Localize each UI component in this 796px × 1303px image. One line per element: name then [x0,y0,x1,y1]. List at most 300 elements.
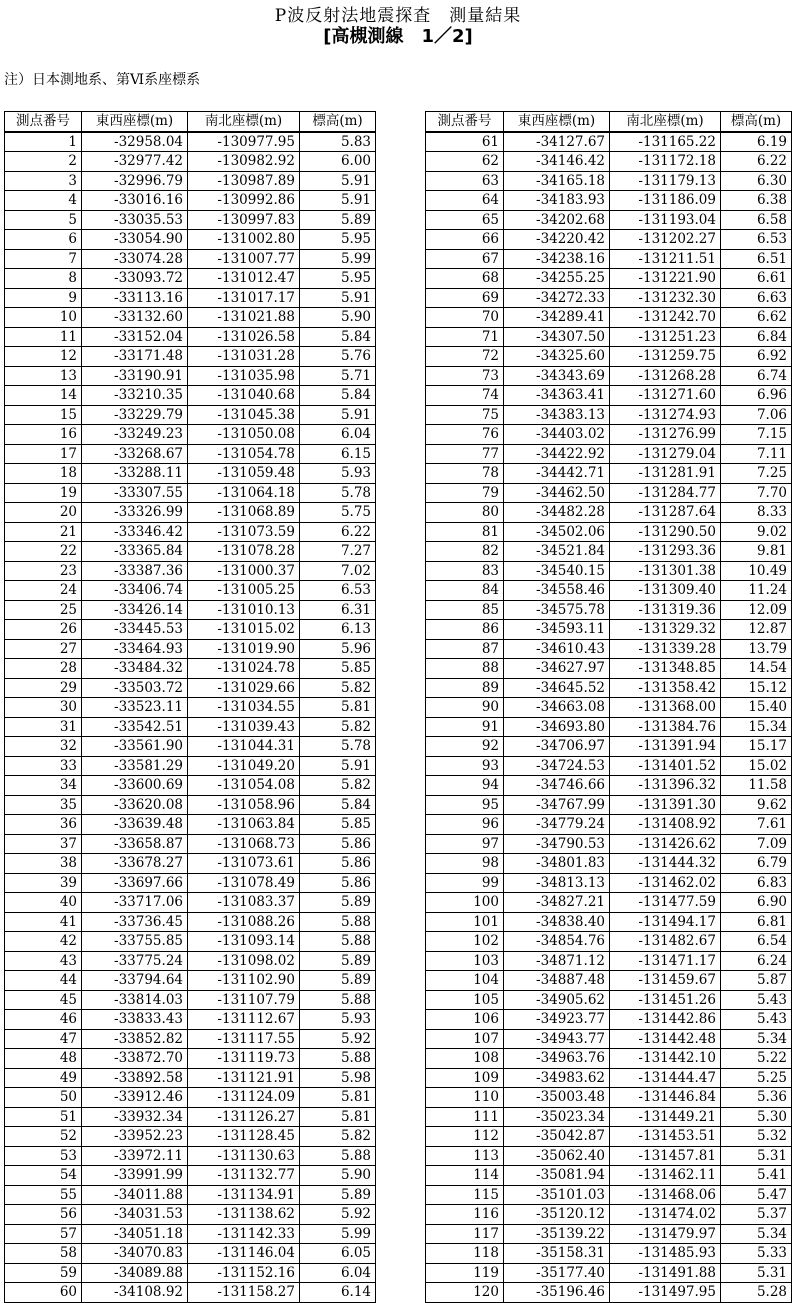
table-row [426,932,792,952]
east-west-cell: -34462.50 [504,483,610,503]
table-row [5,483,376,503]
station-number-cell: 55 [5,1185,82,1205]
elevation-cell: 6.14 [300,1283,376,1303]
north-south-cell: -131040.68 [188,386,300,406]
station-number-cell: 32 [5,737,82,757]
table-row [426,1146,792,1166]
east-west-cell: -33932.34 [82,1107,188,1127]
elevation-cell: 6.15 [300,444,376,464]
elevation-cell: 6.79 [721,854,792,874]
north-south-cell: -131128.45 [188,1127,300,1147]
east-west-cell: -32958.04 [82,132,188,152]
north-south-cell: -131054.78 [188,444,300,464]
station-number-cell: 100 [426,893,504,913]
station-number-cell: 91 [426,717,504,737]
table-row [426,327,792,347]
elevation-cell: 7.70 [721,483,792,503]
north-south-cell: -131319.36 [610,600,721,620]
east-west-cell: -35023.34 [504,1107,610,1127]
north-south-cell: -131078.49 [188,873,300,893]
elevation-cell: 5.88 [300,990,376,1010]
north-south-cell: -131279.04 [610,444,721,464]
north-south-cell: -131146.04 [188,1244,300,1264]
east-west-cell: -34627.97 [504,659,610,679]
east-west-cell: -34801.83 [504,854,610,874]
station-number-cell: 69 [426,288,504,308]
elevation-cell: 5.36 [721,1088,792,1108]
north-south-cell: -131309.40 [610,581,721,601]
elevation-cell: 5.89 [300,1185,376,1205]
station-number-cell: 21 [5,522,82,542]
station-number-cell: 73 [426,366,504,386]
elevation-cell: 7.25 [721,464,792,484]
table-row [5,1205,376,1225]
station-number-cell: 65 [426,210,504,230]
north-south-cell: -130997.83 [188,210,300,230]
table-row [5,1029,376,1049]
table-row [426,1224,792,1244]
north-south-cell: -131384.76 [610,717,721,737]
table-row [426,503,792,523]
elevation-cell: 5.43 [721,1010,792,1030]
table-row [5,1146,376,1166]
north-south-cell: -131029.66 [188,678,300,698]
north-south-cell: -131485.93 [610,1244,721,1264]
east-west-cell: -33132.60 [82,308,188,328]
table-row [5,620,376,640]
elevation-cell: 5.89 [300,210,376,230]
survey-table-right [425,111,792,1303]
north-south-cell: -131119.73 [188,1049,300,1069]
table-row [426,171,792,191]
station-number-cell: 74 [426,386,504,406]
east-west-cell: -34663.08 [504,698,610,718]
north-south-cell: -131453.51 [610,1127,721,1147]
station-number-cell: 88 [426,659,504,679]
table-row [5,405,376,425]
station-number-cell: 45 [5,990,82,1010]
elevation-cell: 5.86 [300,873,376,893]
elevation-cell: 5.91 [300,405,376,425]
north-south-cell: -131124.09 [188,1088,300,1108]
station-number-cell: 68 [426,269,504,289]
station-number-cell: 48 [5,1049,82,1069]
station-number-cell: 70 [426,308,504,328]
elevation-cell: 5.99 [300,249,376,269]
north-south-cell: -131017.17 [188,288,300,308]
east-west-cell: -34827.21 [504,893,610,913]
east-west-cell: -33426.14 [82,600,188,620]
east-west-cell: -34593.11 [504,620,610,640]
table-row [5,327,376,347]
east-west-cell: -33503.72 [82,678,188,698]
east-west-cell: -34887.48 [504,971,610,991]
east-west-cell: -33190.91 [82,366,188,386]
north-south-cell: -131287.64 [610,503,721,523]
north-south-cell: -131339.28 [610,639,721,659]
east-west-cell: -34089.88 [82,1263,188,1283]
table-row [5,210,376,230]
north-south-cell: -131408.92 [610,815,721,835]
elevation-cell: 5.30 [721,1107,792,1127]
elevation-cell: 6.53 [721,230,792,250]
station-number-cell: 54 [5,1166,82,1186]
elevation-cell: 7.06 [721,405,792,425]
station-number-cell: 12 [5,347,82,367]
station-number-cell: 22 [5,542,82,562]
table-row [426,1185,792,1205]
table-row [426,269,792,289]
table-row [5,386,376,406]
line-subtitle: [高槻測線 1／2] [323,26,473,47]
table-row [426,1088,792,1108]
east-west-cell: -34442.71 [504,464,610,484]
east-west-cell: -34363.41 [504,386,610,406]
east-west-cell: -34343.69 [504,366,610,386]
north-south-cell: -131015.02 [188,620,300,640]
elevation-cell: 5.71 [300,366,376,386]
elevation-cell: 5.86 [300,834,376,854]
north-south-cell: -131442.10 [610,1049,721,1069]
north-south-cell: -131073.61 [188,854,300,874]
station-number-cell: 71 [426,327,504,347]
east-west-cell: -34070.83 [82,1244,188,1264]
elevation-cell: 6.54 [721,932,792,952]
table-row [426,795,792,815]
north-south-cell: -131290.50 [610,522,721,542]
table-row [426,210,792,230]
table-row [5,522,376,542]
north-south-cell: -131474.02 [610,1205,721,1225]
station-number-cell: 53 [5,1146,82,1166]
east-west-cell: -33697.66 [82,873,188,893]
east-west-cell: -34521.84 [504,542,610,562]
table-row [426,834,792,854]
page-title: P波反射法地震探査 測量結果 [274,6,522,26]
north-south-cell: -131462.02 [610,873,721,893]
north-south-cell: -131126.27 [188,1107,300,1127]
east-west-cell: -33872.70 [82,1049,188,1069]
north-south-cell: -131078.28 [188,542,300,562]
station-number-cell: 118 [426,1244,504,1264]
elevation-cell: 5.88 [300,1049,376,1069]
station-number-cell: 59 [5,1263,82,1283]
table-row [426,386,792,406]
north-south-cell: -131068.89 [188,503,300,523]
station-number-cell: 9 [5,288,82,308]
table-row [5,1068,376,1088]
elevation-cell: 6.83 [721,873,792,893]
elevation-cell: 5.86 [300,854,376,874]
north-south-cell: -131019.90 [188,639,300,659]
elevation-cell: 5.95 [300,230,376,250]
elevation-cell: 5.47 [721,1185,792,1205]
north-south-cell: -131045.38 [188,405,300,425]
elevation-cell: 6.58 [721,210,792,230]
table-row [426,737,792,757]
north-south-cell: -131165.22 [610,132,721,152]
east-west-cell: -34905.62 [504,990,610,1010]
table-row [5,132,376,152]
east-west-cell: -33833.43 [82,1010,188,1030]
station-number-cell: 81 [426,522,504,542]
station-number-cell: 111 [426,1107,504,1127]
table-row [426,1010,792,1030]
east-west-cell: -33736.45 [82,912,188,932]
east-west-cell: -33229.79 [82,405,188,425]
table-row [5,1244,376,1264]
header-north-south: 南北座標(m) [610,112,721,132]
elevation-cell: 5.81 [300,1088,376,1108]
elevation-cell: 6.51 [721,249,792,269]
east-west-cell: -33952.23 [82,1127,188,1147]
east-west-cell: -33346.42 [82,522,188,542]
table-row [426,249,792,269]
north-south-cell: -131259.75 [610,347,721,367]
table-row [5,698,376,718]
elevation-cell: 5.78 [300,483,376,503]
table-row [426,308,792,328]
table-row [426,639,792,659]
table-row [426,1244,792,1264]
elevation-cell: 5.82 [300,1127,376,1147]
north-south-cell: -131186.09 [610,191,721,211]
header-station-number: 測点番号 [5,112,82,132]
elevation-cell: 5.22 [721,1049,792,1069]
north-south-cell: -131012.47 [188,269,300,289]
east-west-cell: -33152.04 [82,327,188,347]
table-row [5,1049,376,1069]
station-number-cell: 26 [5,620,82,640]
elevation-cell: 5.83 [300,132,376,152]
elevation-cell: 6.38 [721,191,792,211]
east-west-cell: -34011.88 [82,1185,188,1205]
elevation-cell: 5.90 [300,308,376,328]
elevation-cell: 6.05 [300,1244,376,1264]
east-west-cell: -34146.42 [504,152,610,172]
table-row [426,347,792,367]
east-west-cell: -34238.16 [504,249,610,269]
east-west-cell: -34746.66 [504,776,610,796]
elevation-cell: 9.81 [721,542,792,562]
east-west-cell: -34871.12 [504,951,610,971]
north-south-cell: -131468.06 [610,1185,721,1205]
station-number-cell: 92 [426,737,504,757]
station-number-cell: 13 [5,366,82,386]
elevation-cell: 5.28 [721,1283,792,1303]
elevation-cell: 5.34 [721,1029,792,1049]
table-row [5,1263,376,1283]
elevation-cell: 8.33 [721,503,792,523]
north-south-cell: -131462.11 [610,1166,721,1186]
east-west-cell: -34558.46 [504,581,610,601]
east-west-cell: -33307.55 [82,483,188,503]
table-row [426,483,792,503]
station-number-cell: 8 [5,269,82,289]
table-row [5,795,376,815]
table-row [426,152,792,172]
table-row [426,815,792,835]
elevation-cell: 5.84 [300,795,376,815]
north-south-cell: -131083.37 [188,893,300,913]
station-number-cell: 43 [5,951,82,971]
east-west-cell: -33249.23 [82,425,188,445]
east-west-cell: -34127.67 [504,132,610,152]
table-row [426,581,792,601]
table-row [5,171,376,191]
station-number-cell: 39 [5,873,82,893]
north-south-cell: -131049.20 [188,756,300,776]
east-west-cell: -34289.41 [504,308,610,328]
north-south-cell: -131172.18 [610,152,721,172]
east-west-cell: -34220.42 [504,230,610,250]
east-west-cell: -33755.85 [82,932,188,952]
table-row [426,951,792,971]
east-west-cell: -35139.22 [504,1224,610,1244]
table-row [5,347,376,367]
station-number-cell: 16 [5,425,82,445]
east-west-cell: -35101.03 [504,1185,610,1205]
station-number-cell: 51 [5,1107,82,1127]
station-number-cell: 33 [5,756,82,776]
north-south-cell: -131193.04 [610,210,721,230]
table-row [426,971,792,991]
station-number-cell: 83 [426,561,504,581]
east-west-cell: -34502.06 [504,522,610,542]
east-west-cell: -33814.03 [82,990,188,1010]
east-west-cell: -34610.43 [504,639,610,659]
elevation-cell: 7.15 [721,425,792,445]
north-south-cell: -131073.59 [188,522,300,542]
station-number-cell: 84 [426,581,504,601]
north-south-cell: -131058.96 [188,795,300,815]
elevation-cell: 5.85 [300,815,376,835]
elevation-cell: 5.33 [721,1244,792,1264]
station-number-cell: 93 [426,756,504,776]
east-west-cell: -33658.87 [82,834,188,854]
table-row [426,698,792,718]
east-west-cell: -33794.64 [82,971,188,991]
table-row [426,1107,792,1127]
table-row [5,932,376,952]
table-row [5,230,376,250]
table-row [5,1283,376,1303]
east-west-cell: -33620.08 [82,795,188,815]
east-west-cell: -34108.92 [82,1283,188,1303]
north-south-cell: -131451.26 [610,990,721,1010]
station-number-cell: 1 [5,132,82,152]
elevation-cell: 15.34 [721,717,792,737]
table-row [5,873,376,893]
table-row [5,366,376,386]
table-row [426,288,792,308]
elevation-cell: 5.89 [300,893,376,913]
elevation-cell: 14.54 [721,659,792,679]
north-south-cell: -131179.13 [610,171,721,191]
north-south-cell: -130977.95 [188,132,300,152]
north-south-cell: -131211.51 [610,249,721,269]
elevation-cell: 6.13 [300,620,376,640]
elevation-cell: 6.90 [721,893,792,913]
north-south-cell: -131268.28 [610,366,721,386]
table-row [5,815,376,835]
north-south-cell: -131491.88 [610,1263,721,1283]
east-west-cell: -33406.74 [82,581,188,601]
station-number-cell: 116 [426,1205,504,1225]
station-number-cell: 24 [5,581,82,601]
east-west-cell: -34165.18 [504,171,610,191]
elevation-cell: 5.92 [300,1205,376,1225]
station-number-cell: 96 [426,815,504,835]
elevation-cell: 6.19 [721,132,792,152]
elevation-cell: 6.04 [300,425,376,445]
east-west-cell: -34724.53 [504,756,610,776]
elevation-cell: 5.91 [300,288,376,308]
north-south-cell: -131134.91 [188,1185,300,1205]
station-number-cell: 28 [5,659,82,679]
station-number-cell: 30 [5,698,82,718]
station-number-cell: 60 [5,1283,82,1303]
station-number-cell: 117 [426,1224,504,1244]
east-west-cell: -34693.80 [504,717,610,737]
north-south-cell: -131444.32 [610,854,721,874]
east-west-cell: -33326.99 [82,503,188,523]
north-south-cell: -131494.17 [610,912,721,932]
north-south-cell: -131442.48 [610,1029,721,1049]
north-south-cell: -131117.55 [188,1029,300,1049]
table-row [5,834,376,854]
north-south-cell: -131010.13 [188,600,300,620]
table-row [426,717,792,737]
north-south-cell: -131293.36 [610,542,721,562]
east-west-cell: -34183.93 [504,191,610,211]
east-west-cell: -35120.12 [504,1205,610,1225]
elevation-cell: 10.49 [721,561,792,581]
east-west-cell: -34482.28 [504,503,610,523]
station-number-cell: 110 [426,1088,504,1108]
east-west-cell: -34272.33 [504,288,610,308]
north-south-cell: -131044.31 [188,737,300,757]
east-west-cell: -33991.99 [82,1166,188,1186]
east-west-cell: -34031.53 [82,1205,188,1225]
station-number-cell: 42 [5,932,82,952]
east-west-cell: -33600.69 [82,776,188,796]
station-number-cell: 82 [426,542,504,562]
station-number-cell: 2 [5,152,82,172]
north-south-cell: -131401.52 [610,756,721,776]
north-south-cell: -131158.27 [188,1283,300,1303]
elevation-cell: 7.61 [721,815,792,835]
east-west-cell: -34943.77 [504,1029,610,1049]
elevation-cell: 6.00 [300,152,376,172]
elevation-cell: 5.78 [300,737,376,757]
table-row [5,717,376,737]
north-south-cell: -131098.02 [188,951,300,971]
elevation-cell: 5.89 [300,971,376,991]
north-south-cell: -131391.30 [610,795,721,815]
station-number-cell: 119 [426,1263,504,1283]
east-west-cell: -35003.48 [504,1088,610,1108]
table-row [5,756,376,776]
north-south-cell: -131446.84 [610,1088,721,1108]
elevation-cell: 6.53 [300,581,376,601]
elevation-cell: 6.04 [300,1263,376,1283]
table-row [426,1127,792,1147]
elevation-cell: 5.99 [300,1224,376,1244]
station-number-cell: 64 [426,191,504,211]
table-row [5,912,376,932]
east-west-cell: -33912.46 [82,1088,188,1108]
